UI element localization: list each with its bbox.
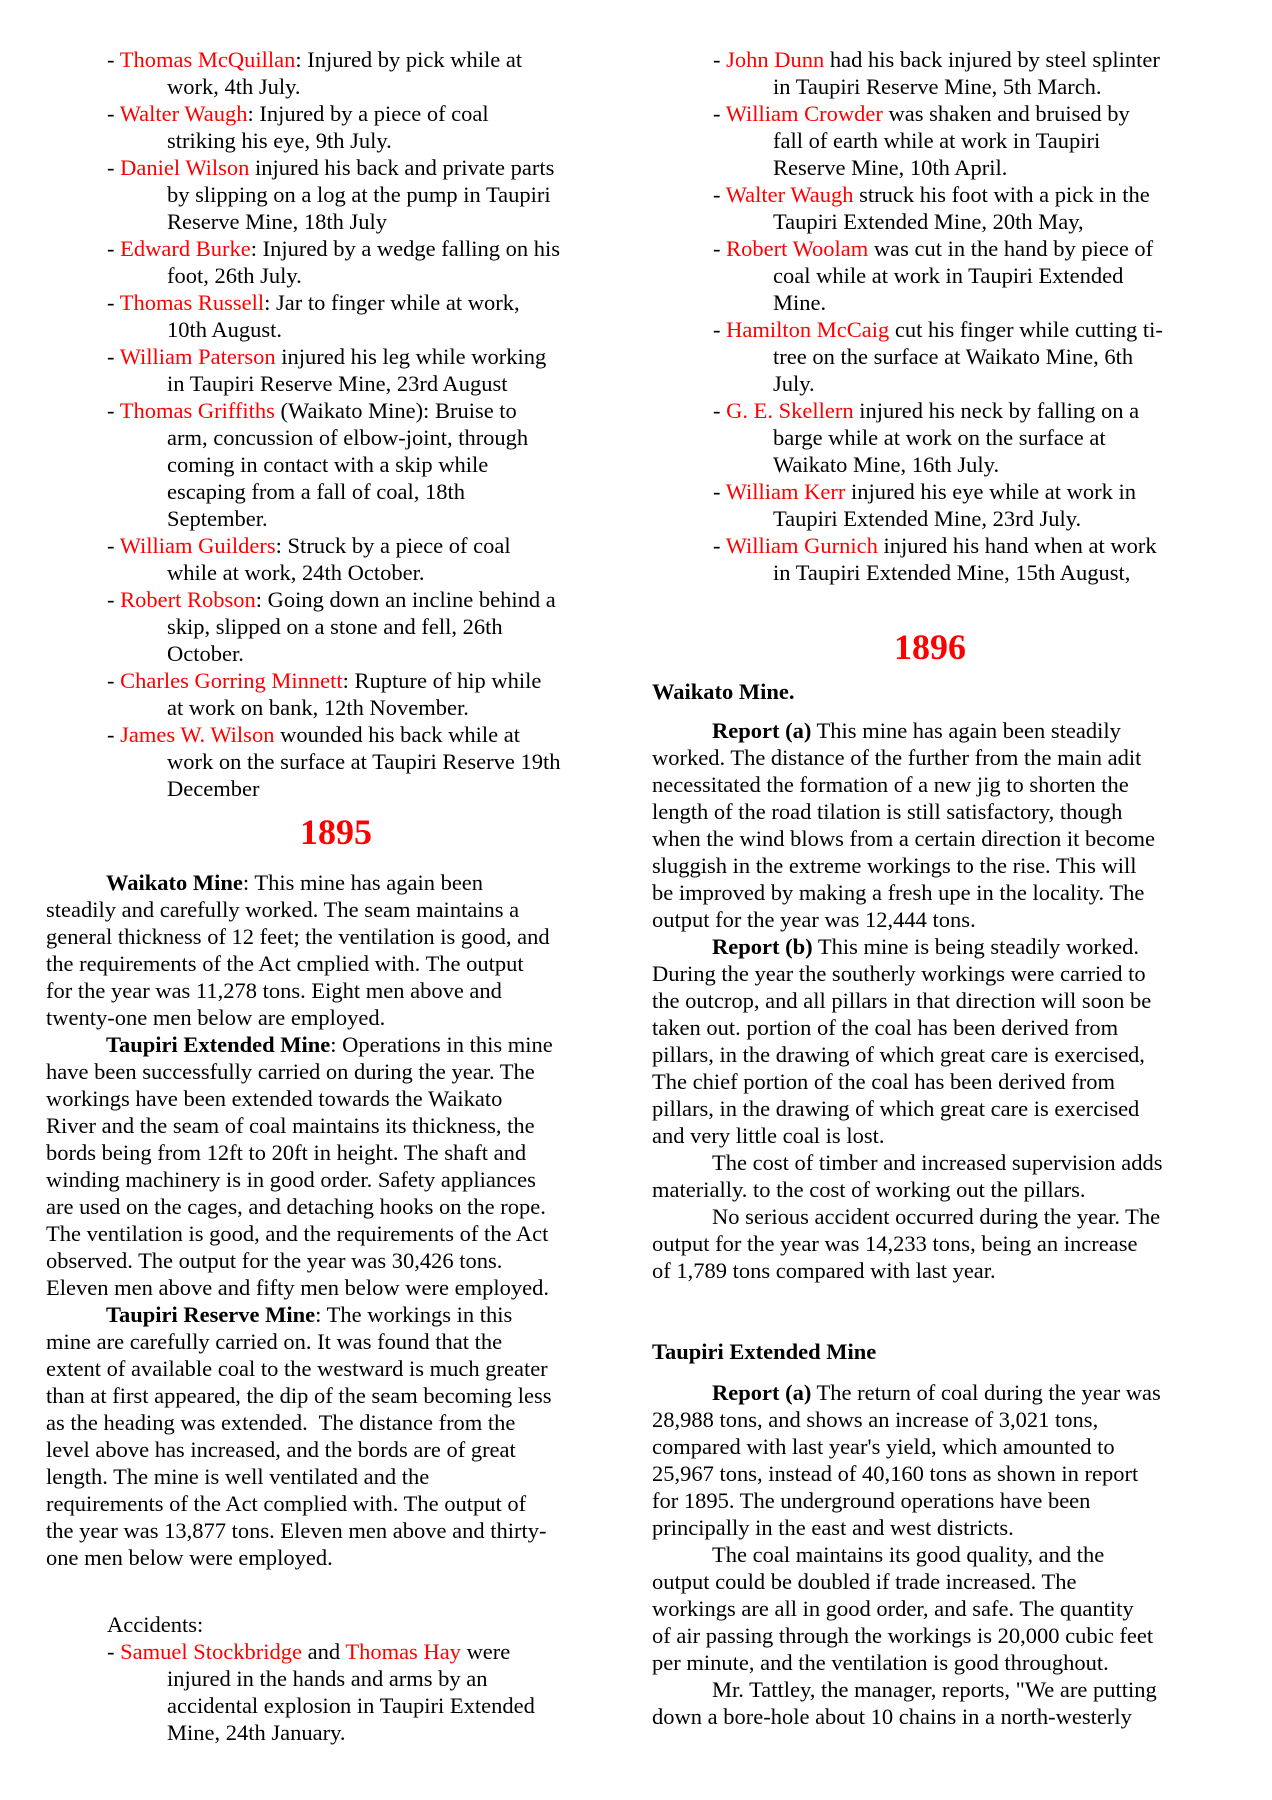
bullet-dash: - (713, 533, 726, 558)
list-item-continuation: 10th August. (167, 317, 283, 342)
paragraph-line: down a bore-hole about 10 chains in a north-westerly (652, 1704, 1132, 1729)
paragraph-line: twenty-one men below are employed. (46, 1005, 386, 1030)
list-item-text: injured his hand when at work (877, 533, 1157, 558)
person-name: William Crowder (725, 101, 883, 126)
list-item-first-line (107, 46, 561, 73)
list-item-text: (Waikato Mine): Bruise to (274, 398, 517, 423)
bullet-dash: - (107, 155, 121, 180)
list-item-first-line (107, 1638, 535, 1665)
list-item-first-line (107, 397, 561, 424)
list-item (107, 235, 561, 289)
list-item-text: was shaken and bruised by (882, 101, 1130, 126)
list-item-continuation: at work on bank, 12th November. (167, 695, 469, 720)
paragraph-line: workings are all in good order, and safe. The quantity (652, 1596, 1134, 1621)
list-item (107, 721, 561, 802)
bullet-dash: - (713, 182, 726, 207)
paragraph (652, 1541, 1161, 1676)
list-item (107, 532, 561, 586)
list-item-continuation: December (167, 776, 260, 801)
person-name: Edward Burke (120, 236, 251, 261)
list-item-continuation: Taupiri Extended Mine, 23rd July. (773, 506, 1082, 531)
list-item-text: injured his eye while at work in (845, 479, 1136, 504)
accident-list-1895-continued (713, 46, 1163, 586)
list-item (713, 235, 1163, 316)
paragraph-line: necessitated the formation of a new jig to shorten the (652, 772, 1129, 797)
paragraph-lead: Report (b) (712, 934, 813, 959)
bullet-dash: - (713, 236, 727, 261)
list-item (107, 46, 561, 100)
list-item-continuation: by slipping on a log at the pump in Taupiri (167, 182, 551, 207)
paragraph-line: principally in the east and west districts. (652, 1515, 1014, 1540)
list-item-text: : Injured by a piece of coal (247, 101, 489, 126)
person-name: Charles Gorring Minnett (120, 668, 343, 693)
list-item-continuation: work on the surface at Taupiri Reserve 19th (167, 749, 561, 774)
list-item-continuation: while at work, 24th October. (167, 560, 425, 585)
accident-list-1895 (107, 1638, 535, 1746)
list-item-first-line (107, 532, 561, 559)
list-item-continuation: in Taupiri Extended Mine, 15th August, (773, 560, 1131, 585)
paragraph-text: The coal maintains its good quality, and the (712, 1542, 1105, 1567)
paragraph-first-line (652, 1541, 1161, 1568)
list-item-continuation: Reserve Mine, 18th July (167, 209, 387, 234)
list-item-first-line (713, 478, 1163, 505)
person-name: Robert Robson (120, 587, 256, 612)
list-item-text: had his back injured by steel splinter (824, 47, 1160, 72)
list-item-continuation: striking his eye, 9th July. (167, 128, 392, 153)
paragraph-line: output for the year was 14,233 tons, being an increase (652, 1231, 1138, 1256)
list-item (713, 397, 1163, 478)
paragraph (652, 1676, 1161, 1730)
paragraph-text: : Operations in this mine (330, 1032, 553, 1057)
paragraph-line: of air passing through the workings is 20,000 cubic feet (652, 1623, 1154, 1648)
list-item-text: : Rupture of hip while (342, 668, 542, 693)
list-item-continuation: tree on the surface at Waikato Mine, 6th (773, 344, 1134, 369)
person-name: William Kerr (725, 479, 846, 504)
list-item (713, 532, 1163, 586)
bullet-dash: - (107, 398, 120, 423)
bullet-dash: - (713, 398, 727, 423)
paragraph-first-line (46, 1031, 553, 1058)
paragraph-text: The cost of timber and increased supervision adds (712, 1150, 1163, 1175)
bullet-dash: - (107, 1639, 121, 1664)
bullet-dash: - (107, 533, 120, 558)
bullet-dash: - (713, 479, 726, 504)
paragraph (652, 717, 1163, 933)
paragraph (652, 1203, 1163, 1284)
list-item (107, 343, 561, 397)
paragraph-line: winding machinery is in good order. Safety appliances (46, 1167, 536, 1192)
list-item-continuation: foot, 26th July. (167, 263, 302, 288)
list-item-continuation: Waikato Mine, 16th July. (773, 452, 1000, 477)
paragraph (652, 1149, 1163, 1203)
paragraph-text: The return of coal during the year was (811, 1380, 1161, 1405)
paragraph-lead: Waikato Mine (106, 870, 243, 895)
paragraph-line: of 1,789 tons compared with last year. (652, 1258, 996, 1283)
paragraph-text: This mine has again been steadily (811, 718, 1121, 743)
list-item-text: injured his back and private parts (249, 155, 555, 180)
bullet-dash: - (107, 587, 121, 612)
bullet-dash: - (107, 101, 120, 126)
paragraph-lead: Report (a) (712, 718, 812, 743)
list-item-first-line (713, 181, 1163, 208)
list-item (107, 586, 561, 667)
paragraph-line: The ventilation is good, and the requirements of the Act (46, 1221, 549, 1246)
paragraph-first-line (652, 717, 1163, 744)
paragraph-line: mine are carefully carried on. It was found that the (46, 1329, 503, 1354)
paragraph-first-line (652, 1149, 1163, 1176)
paragraph-lead: Report (a) (712, 1380, 812, 1405)
bullet-dash: - (713, 47, 727, 72)
person-name: James W. Wilson (120, 722, 275, 747)
person-name: Walter Waugh (119, 101, 248, 126)
list-item (713, 478, 1163, 532)
paragraph-line: level above has increased, and the bords are of great (46, 1437, 516, 1462)
paragraph (46, 869, 553, 1031)
list-item (713, 46, 1163, 100)
paragraph-line: observed. The output for the year was 30,426 tons. (46, 1248, 503, 1273)
list-item-continuation: arm, concussion of elbow-joint, through (167, 425, 529, 450)
paragraph-line: the requirements of the Act cmplied with. The output (46, 951, 524, 976)
list-item (713, 181, 1163, 235)
bullet-dash: - (107, 236, 121, 261)
list-item-first-line (713, 532, 1163, 559)
accident-list-1894 (107, 46, 561, 802)
person-name: William Gurnich (725, 533, 878, 558)
person-name: William Paterson (119, 344, 276, 369)
list-item-text: cut his finger while cutting ti- (889, 317, 1163, 342)
list-item (713, 316, 1163, 397)
list-item (107, 154, 561, 235)
list-item-continuation: Taupiri Extended Mine, 20th May, (773, 209, 1084, 234)
list-item-first-line (713, 397, 1163, 424)
paragraph-line: have been successfully carried on during the year. The (46, 1059, 535, 1084)
list-item-text: injured his neck by falling on a (853, 398, 1140, 423)
list-item (713, 100, 1163, 181)
paragraph-text: No serious accident occurred during the year. The (712, 1204, 1161, 1229)
person-name: Hamilton McCaig (726, 317, 890, 342)
paragraph-line: output for the year was 12,444 tons. (652, 907, 976, 932)
paragraph-line: During the year the southerly workings were carried to (652, 961, 1146, 986)
list-item-first-line (107, 154, 561, 181)
paragraph (652, 1379, 1161, 1541)
list-item-continuation: Mine, 24th January. (167, 1720, 346, 1745)
list-item-continuation: in Taupiri Reserve Mine, 5th March. (773, 74, 1102, 99)
bullet-dash: - (107, 47, 120, 72)
paragraph-first-line (652, 933, 1163, 960)
list-item-continuation: barge while at work on the surface at (773, 425, 1106, 450)
taupiri-extended-mine-reports-1896 (652, 1379, 1161, 1730)
list-item-first-line (107, 586, 561, 613)
paragraph-first-line (652, 1379, 1161, 1406)
list-item-text: : Injured by a wedge falling on his (250, 236, 561, 261)
list-item-text: wounded his back while at (274, 722, 521, 747)
list-item-first-line (713, 316, 1163, 343)
paragraph (652, 933, 1163, 1149)
paragraph-line: are used on the cages, and detaching hooks on the rope. (46, 1194, 546, 1219)
mine-reports-1895 (46, 869, 553, 1571)
list-item (107, 397, 561, 532)
paragraph-line: length of the road tilation is still satisfactory, though (652, 799, 1123, 824)
paragraph-line: for the year was 11,278 tons. Eight men above and (46, 978, 502, 1003)
bullet-dash: - (107, 722, 121, 747)
section-heading-taupiri-extended-mine: Taupiri Extended Mine (652, 1339, 877, 1364)
paragraph-line: the year was 13,877 tons. Eleven men above and thirty- (46, 1518, 547, 1543)
paragraph-line: compared with last year's yield, which amounted to (652, 1434, 1115, 1459)
person-name: Robert Woolam (726, 236, 869, 261)
list-item (107, 100, 561, 154)
paragraph-line: one men below were employed. (46, 1545, 333, 1570)
list-item-first-line (107, 721, 561, 748)
list-item (107, 289, 561, 343)
list-item (107, 1638, 535, 1746)
person-name: Walter Waugh (725, 182, 854, 207)
paragraph-lead: Taupiri Reserve Mine (106, 1302, 316, 1327)
paragraph-line: workings have been extended towards the Waikato (46, 1086, 503, 1111)
list-item-first-line (107, 289, 561, 316)
paragraph-line: 28,988 tons, and shows an increase of 3,021 tons, (652, 1407, 1099, 1432)
bullet-dash: - (107, 344, 120, 369)
person-name: Thomas Griffiths (119, 398, 275, 423)
section-heading-waikato-mine: Waikato Mine. (652, 679, 795, 704)
list-item-continuation: coal while at work in Taupiri Extended (773, 263, 1124, 288)
paragraph-line: sluggish in the extreme workings to the rise. This will (652, 853, 1137, 878)
list-item-continuation: Mine. (773, 290, 827, 315)
list-item-text: was cut in the hand by piece of (868, 236, 1154, 261)
paragraph-line: The chief portion of the coal has been derived from (652, 1069, 1115, 1094)
list-item-continuation: fall of earth while at work in Taupiri (773, 128, 1101, 153)
year-heading-1896: 1896 (894, 627, 966, 667)
paragraph-line: as the heading was extended. The distance from the (46, 1410, 516, 1435)
list-item-first-line (713, 235, 1163, 262)
list-item-first-line (107, 667, 561, 694)
list-item-continuation: skip, slipped on a stone and fell, 26th (167, 614, 503, 639)
list-item-continuation: October. (167, 641, 244, 666)
list-item-first-line (107, 235, 561, 262)
person-name: William Guilders (119, 533, 276, 558)
paragraph-line: output could be doubled if trade increased. The (652, 1569, 1077, 1594)
list-item-text: injured his leg while working (275, 344, 547, 369)
list-item-continuation: September. (167, 506, 268, 531)
paragraph-text: Mr. Tattley, the manager, reports, "We are putting (712, 1677, 1157, 1702)
person-name: G. E. Skellern (726, 398, 854, 423)
paragraph-line: River and the seam of coal maintains its thickness, the (46, 1113, 535, 1138)
bullet-dash: - (107, 668, 121, 693)
person-name: Daniel Wilson (120, 155, 250, 180)
paragraph-line: extent of available coal to the westward is much greater (46, 1356, 548, 1381)
list-item-first-line (713, 100, 1163, 127)
paragraph-first-line (46, 869, 553, 896)
paragraph (46, 1301, 553, 1571)
list-item-continuation: July. (773, 371, 815, 396)
paragraph-line: be improved by making a fresh upe in the locality. The (652, 880, 1145, 905)
paragraph-line: when the wind blows from a certain direction it become (652, 826, 1155, 851)
paragraph-line: pillars, in the drawing of which great care is exercised, (652, 1042, 1145, 1067)
paragraph-line: than at first appeared, the dip of the seam becoming less (46, 1383, 552, 1408)
conjunction: and (301, 1639, 346, 1664)
paragraph-line: for 1895. The underground operations have been (652, 1488, 1091, 1513)
list-item-text: : Struck by a piece of coal (275, 533, 511, 558)
paragraph-first-line (652, 1203, 1163, 1230)
list-item-continuation: coming in contact with a skip while (167, 452, 489, 477)
bullet-dash: - (107, 290, 120, 315)
list-item-continuation: work, 4th July. (167, 74, 301, 99)
paragraph-line: per minute, and the ventilation is good throughout. (652, 1650, 1109, 1675)
paragraph-line: and very little coal is lost. (652, 1123, 885, 1148)
list-item-first-line (107, 343, 561, 370)
person-name: Thomas Russell (119, 290, 265, 315)
person-name: Thomas McQuillan (119, 47, 296, 72)
paragraph-first-line (46, 1301, 553, 1328)
paragraph-line: 25,967 tons, instead of 40,160 tons as shown in report (652, 1461, 1139, 1486)
year-heading-1895: 1895 (300, 812, 372, 852)
person-name: Thomas Hay (345, 1639, 461, 1664)
list-item-first-line (713, 46, 1163, 73)
paragraph-line: the outcrop, and all pillars in that direction will soon be (652, 988, 1152, 1013)
paragraph-line: pillars, in the drawing of which great care is exercised (652, 1096, 1140, 1121)
paragraph-line: requirements of the Act complied with. The output of (46, 1491, 527, 1516)
list-item-continuation: Reserve Mine, 10th April. (773, 155, 1008, 180)
list-item-continuation: accidental explosion in Taupiri Extended (167, 1693, 535, 1718)
list-item-continuation: in Taupiri Reserve Mine, 23rd August (167, 371, 508, 396)
paragraph-line: length. The mine is well ventilated and the (46, 1464, 430, 1489)
paragraph-lead: Taupiri Extended Mine (106, 1032, 331, 1057)
list-item-text: : Jar to finger while at work, (264, 290, 520, 315)
waikato-mine-reports-1896 (652, 717, 1163, 1284)
list-item-first-line (107, 100, 561, 127)
list-item-text: : Going down an incline behind a (255, 587, 556, 612)
paragraph-line: general thickness of 12 feet; the ventilation is good, and (46, 924, 550, 949)
paragraph-line: materially. to the cost of working out the pillars. (652, 1177, 1086, 1202)
list-item-continuation: escaping from a fall of coal, 18th (167, 479, 466, 504)
list-item (107, 667, 561, 721)
bullet-dash: - (713, 317, 727, 342)
list-item-text: were (460, 1639, 511, 1664)
list-item-text: : Injured by pick while at (295, 47, 523, 72)
list-item-continuation: injured in the hands and arms by an (167, 1666, 488, 1691)
paragraph-text: This mine is being steadily worked. (812, 934, 1140, 959)
bullet-dash: - (713, 101, 726, 126)
paragraph-line: bords being from 12ft to 20ft in height. The shaft and (46, 1140, 527, 1165)
paragraph-first-line (652, 1676, 1161, 1703)
person-name: John Dunn (726, 47, 825, 72)
paragraph-line: Eleven men above and fifty men below were employed. (46, 1275, 549, 1300)
paragraph-text: : The workings in this (315, 1302, 513, 1327)
paragraph (46, 1031, 553, 1301)
paragraph-text: : This mine has again been (242, 870, 484, 895)
accidents-label: Accidents: (107, 1612, 204, 1637)
paragraph-line: taken out. portion of the coal has been derived from (652, 1015, 1119, 1040)
list-item-text: struck his foot with a pick in the (853, 182, 1150, 207)
person-name: Samuel Stockbridge (120, 1639, 302, 1664)
paragraph-line: steadily and carefully worked. The seam maintains a (46, 897, 520, 922)
paragraph-line: worked. The distance of the further from the main adit (652, 745, 1142, 770)
